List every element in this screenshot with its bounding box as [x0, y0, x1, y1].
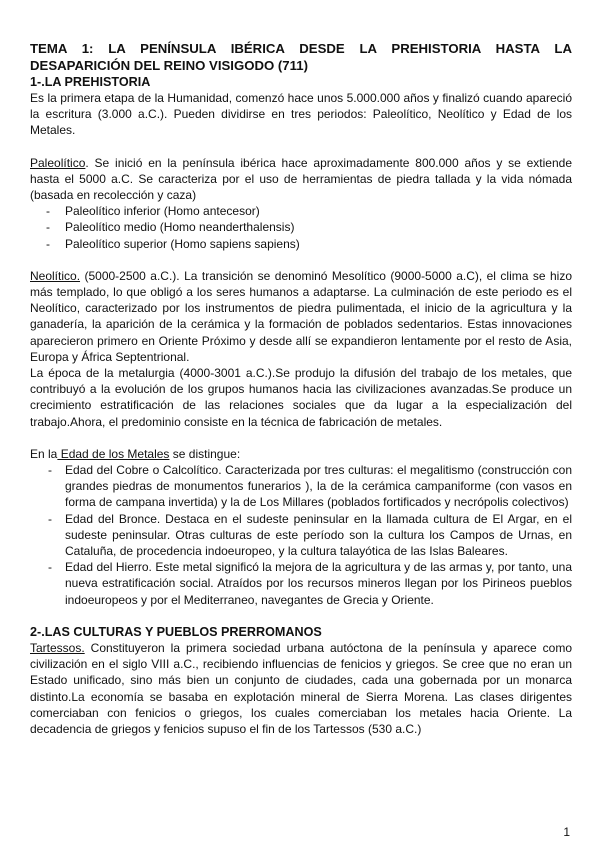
list-item: - Edad del Bronce. Destaca en el sudeste peninsular en la llamada cultura de El Argar, en el sudeste peninsular. Otras culturas de este período son la cultura los Campos de Urnas, en Cataluña, de procedencia indoeuropeo, y la cultura talayótica de las Islas Baleares. — [48, 511, 572, 559]
tartessos-text: Constituyeron la primera sociedad urbana autóctona de la península y aparece como civilización en el siglo VIII a.C., recibiendo influencias de fenicios y griegos. Se cree que no eran un Estado unificado, sino más bien un conjunto de ciudades, cada una gobernada por un monarca distinto.La economía se basaba en explotación mineral de Sierra Morena. Las clases dirigentes comerciaban con fenicios o griegos, los cuales comerciaban los metales hacia Oriente. La decadencia de griegos y fenicios supuso el fin de los Tartessos (530 a.C.) — [30, 640, 572, 736]
list-item: - Edad del Cobre o Calcolítico. Caracterizada por tres culturas: el megalitismo (construcción con grandes piedras de monumentos funerarios ), la de la cerámica campaniforme (con vasos en forma de campana invertida) y la de Los Millares (poblados fortificados y necrópolis colectivos) — [48, 463, 572, 510]
paleolitico-text: . Se inició en la península ibérica hace aproximadamente 800.000 años y se extiende hasta el 5000 a.C. Se caracteriza por el uso de herramientas de piedra tallada y la vida nómada (basada en recolección y caza) — [30, 155, 572, 203]
paleolitico-list — [30, 203, 572, 252]
list-item: - Paleolítico medio (Homo neanderthalensis) — [46, 220, 295, 235]
edad-metales-list — [30, 462, 572, 608]
edad-metales-intro: En la Edad de los Metales se distingue: — [30, 446, 241, 461]
neolitico-text: (5000-2500 a.C.). La transición se denominó Mesolítico (9000-5000 a.C), el clima se hizo más templado, lo que obligó a los seres humanos a adaptarse. La culminación de este periodo es el Neolítico, caracterizado por los instrumentos de piedra pulimentada, el inicio de la agricultura y la ganadería, la aparición de la cerámica y la formación de poblados sedentarios. Estas innovaciones aparecieron primero en Oriente Próximo y desde allí se expandieron lentamente por el resto de Asia, Europa y África Septentrional. — [30, 268, 572, 364]
page-title: TEMA 1: LA PENÍNSULA IBÉRICA DESDE LA PREHISTORIA HASTA LA DESAPARICIÓN DEL REINO VISIGODO (711) — [30, 41, 572, 73]
page-number: 1 — [563, 825, 570, 839]
paleolitico-paragraph — [30, 155, 572, 204]
neolitico-term: Neolítico. — [30, 268, 81, 283]
section-heading-prehistoria: 1-.LA PREHISTORIA — [30, 75, 151, 89]
intro-paragraph: Es la primera etapa de la Humanidad, comenzó hace unos 5.000.000 años y finalizó cuando apareció la escritura (3.000 a.C.). Pueden dividirse en tres periodos: Paleolítico, Neolítico y Edad de los Metales. — [30, 91, 572, 138]
list-item: - Edad del Hierro. Este metal significó la mejora de la agricultura y de las armas y, por tanto, una nueva estratificación social. Atraídos por los recursos mineros llegan por los Pirineos pueblos indoeuropeos y por el Mediterraneo, navegantes de Grecia y Oriente. — [48, 560, 572, 607]
list-item: - Paleolítico superior (Homo sapiens sapiens) — [46, 236, 300, 251]
tartessos-paragraph — [30, 640, 572, 737]
neolitico-paragraph — [30, 268, 572, 365]
document-page — [30, 40, 572, 737]
edad-metales-term: Edad de los Metales — [57, 446, 170, 461]
metalurgia-paragraph: La época de la metalurgia (4000-3001 a.C.).Se produjo la difusión del trabajo de los metales, que contribuyó a la evolución de los grupos humanos hacia las civilizaciones avanzadas.Se produce un crecimiento estratificación de las relaciones sociales que da lugar a la especialización del trabajo.Ahora, el predominio consiste en la técnica de fabricación de metales. — [30, 366, 572, 429]
section-heading-prerromanos: 2-.LAS CULTURAS Y PUEBLOS PRERROMANOS — [30, 624, 322, 639]
list-item: - Paleolítico inferior (Homo antecesor) — [46, 204, 260, 219]
paleolitico-term: Paleolítico — [30, 155, 86, 170]
tartessos-term: Tartessos. — [30, 640, 85, 655]
